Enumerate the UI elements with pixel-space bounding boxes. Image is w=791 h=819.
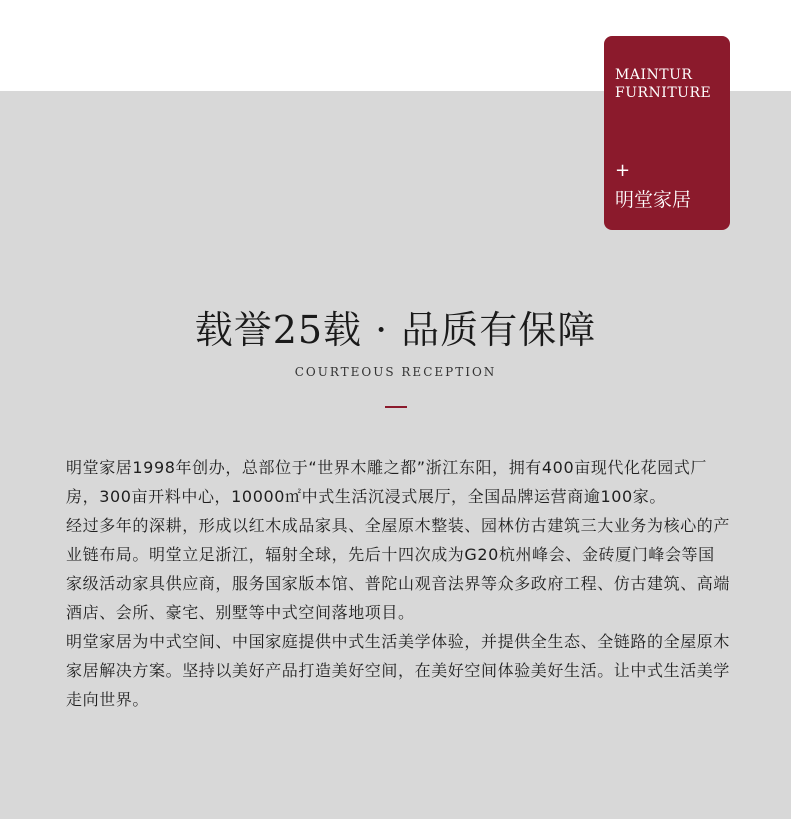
brand-english-name: MAINTUR FURNITURE <box>615 67 712 101</box>
plus-icon: + <box>615 160 631 181</box>
intro-paragraph: 明堂家居为中式空间、中国家庭提供中式生活美学体验，并提供全生态、全链路的全屋原木家居解决方案。坚持以美好产品打造美好空间，在美好空间体验美好生活。让中式生活美学走向世界。 <box>66 632 731 709</box>
brand-card <box>604 36 730 230</box>
title-divider <box>385 406 407 408</box>
page-subtitle: COURTEOUS RECEPTION <box>294 365 497 379</box>
intro-paragraph: 明堂家居1998年创办，总部位于“世界木雕之都”浙江东阳，拥有400亩现代化花园式厂房，300亩开料中心，10000㎡中式生活沉浸式展厅，全国品牌运营商逾100家。 <box>66 458 708 506</box>
page-title: 载誉25载 · 品质有保障 <box>194 308 597 352</box>
intro-text <box>66 453 731 714</box>
brand-chinese-name: 明堂家居 <box>615 189 692 211</box>
intro-paragraph: 经过多年的深耕，形成以红木成品家具、全屋原木整装、园林仿古建筑三大业务为核心的产业链布局。明堂立足浙江，辐射全球，先后十四次成为G20杭州峰会、金砖厦门峰会等国家级活动家具供应商，服务国家版本馆、普陀山观音法界等众多政府工程、仿古建筑、高端酒店、会所、豪宅、别墅等中式空间落地项目。 <box>66 516 731 622</box>
